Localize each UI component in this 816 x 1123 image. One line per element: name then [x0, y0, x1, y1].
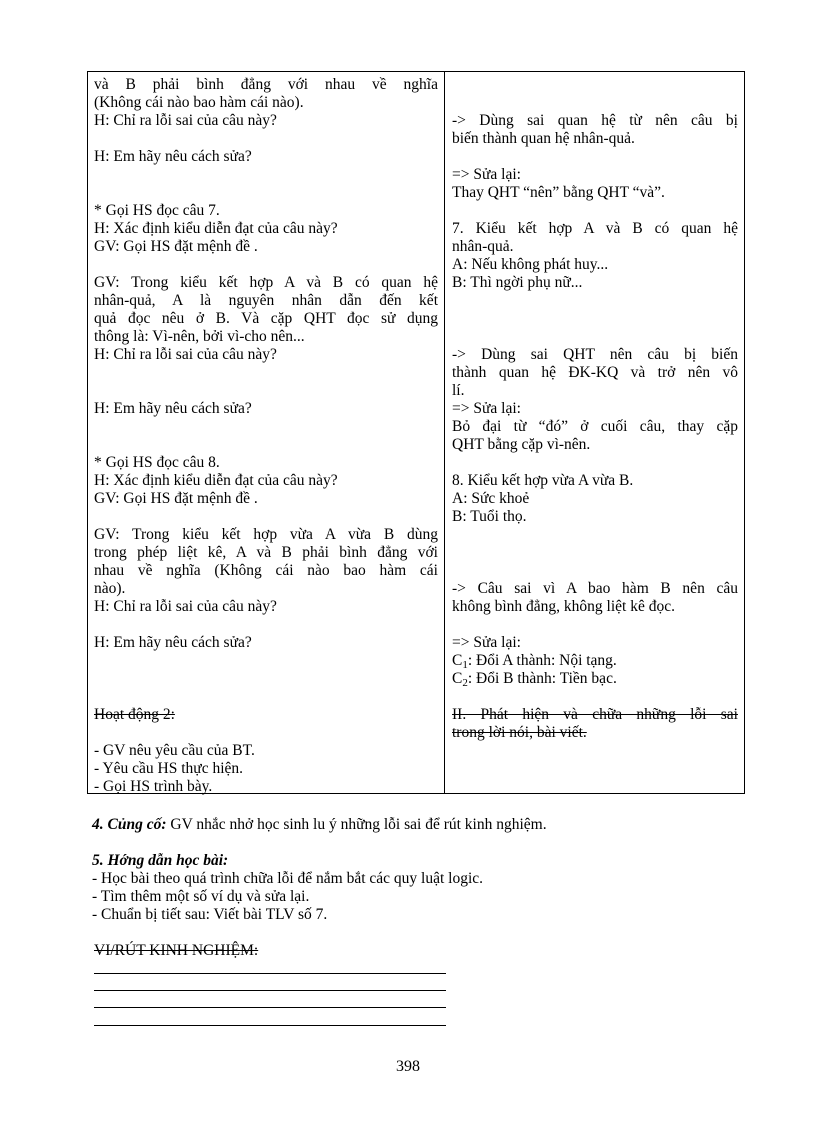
text-line: => Sửa lại: — [452, 166, 521, 183]
text-line: => Sửa lại: — [452, 400, 521, 417]
notes-line — [94, 1025, 446, 1026]
text-line: QHT bằng cặp vì-nên. — [452, 436, 591, 453]
huongdan-heading: 5. Hớng dẫn học bài: — [92, 852, 229, 869]
notes-line — [94, 990, 446, 991]
text-line: => Sửa lại: — [452, 634, 521, 651]
text-line: H: Em hãy nêu cách sửa? — [94, 400, 252, 417]
text-line: A: Sức khoẻ — [452, 490, 530, 507]
text-line: -> Dùng sai QHT nên câu bị biến — [452, 346, 738, 363]
text-line: H: Chỉ ra lỗi sai của câu này? — [94, 112, 277, 129]
text-line: A: Nếu không phát huy... — [452, 256, 609, 273]
cungco-text: GV nhắc nhở học sinh lu ý những lỗi sai để rút kinh nghiệm. — [166, 816, 547, 833]
text-line: GV: Gọi HS đặt mệnh đề . — [94, 238, 258, 255]
text-line: H: Em hãy nêu cách sửa? — [94, 634, 252, 651]
text-line: H: Chỉ ra lỗi sai của câu này? — [94, 346, 277, 363]
text-line: 8. Kiểu kết hợp vừa A vừa B. — [452, 472, 634, 489]
huongdan-item: - Chuẩn bị tiết sau: Viết bài TLV số 7. — [92, 906, 328, 923]
text-line: trong phép liệt kê, A và B phải bình đẳng với — [94, 544, 438, 561]
text-line: nhân-quả, A là nguyên nhân dẫn đến kết — [94, 292, 438, 309]
text-line: B: Tuổi thọ. — [452, 508, 527, 525]
text-line: H: Xác định kiểu diễn đạt của câu này? — [94, 472, 338, 489]
notes-line — [94, 1007, 446, 1008]
text-line: nào). — [94, 580, 126, 597]
text-line: thành quan hệ ĐK-KQ và trở nên vô — [452, 364, 738, 381]
text-line: - Yêu cầu HS thực hiện. — [94, 760, 244, 777]
column-divider — [444, 72, 445, 793]
text-line: trong lời nói, bài viết. — [452, 724, 587, 741]
text-line: thông là: Vì-nên, bởi vì-cho nên... — [94, 328, 305, 345]
text-line: lí. — [452, 382, 465, 399]
text-line: biến thành quan hệ nhân-quả. — [452, 130, 635, 147]
cungco-label: 4. Củng cố: — [92, 816, 167, 833]
text-line: nhau về nghĩa (Không cái nào bao hàm cái — [94, 562, 438, 579]
text-line: H: Em hãy nêu cách sửa? — [94, 148, 252, 165]
text-line: II. Phát hiện và chữa những lỗi sai — [452, 706, 738, 723]
text-line: * Gọi HS đọc câu 8. — [94, 454, 220, 471]
text-line: $C_1$: Đổi A thành: Nội tạng. — [452, 652, 617, 671]
text-line: GV: Trong kiểu kết hợp A và B có quan hệ — [94, 274, 438, 291]
notes-line — [94, 973, 446, 974]
text-line: Thay QHT “nên” bằng QHT “và”. — [452, 184, 665, 201]
text-line: quả đọc nêu ở B. Và cặp QHT đọc sử dụng — [94, 310, 438, 327]
lesson-table — [87, 71, 745, 794]
text-line: H: Xác định kiểu diễn đạt của câu này? — [94, 220, 338, 237]
huongdan-item: - Tìm thêm một số ví dụ và sửa lại. — [92, 888, 310, 905]
text-line: (Không cái nào bao hàm cái nào). — [94, 94, 304, 111]
rutkinh-heading: VI/RÚT KINH NGHIỆM: — [94, 942, 259, 959]
text-line: B: Thì ngời phụ nữ... — [452, 274, 583, 291]
text-line: nhân-quả. — [452, 238, 514, 255]
text-line: - GV nêu yêu cầu của BT. — [94, 742, 255, 759]
text-line: GV: Gọi HS đặt mệnh đề . — [94, 490, 258, 507]
huongdan-item: - Học bài theo quá trình chữa lỗi để nắm bắt các quy luật logic. — [92, 870, 484, 887]
text-line: và B phải bình đẳng với nhau về nghĩa — [94, 76, 438, 93]
text-line: GV: Trong kiểu kết hợp vừa A vừa B dùng — [94, 526, 438, 543]
text-line: -> Dùng sai quan hệ từ nên câu bị — [452, 112, 738, 129]
text-line: Bỏ đại từ “đó” ở cuối câu, thay cặp — [452, 418, 738, 435]
text-line: 7. Kiểu kết hợp A và B có quan hệ — [452, 220, 738, 237]
text-line: $C_2$: Đổi B thành: Tiền bạc. — [452, 670, 617, 689]
page-number: 398 — [396, 1058, 420, 1075]
text-line: Hoạt động 2: — [94, 706, 175, 723]
text-line: -> Câu sai vì A bao hàm B nên câu — [452, 580, 738, 597]
text-line: không bình đẳng, không liệt kê đọc. — [452, 598, 675, 615]
cungco-paragraph — [92, 816, 547, 834]
text-line: * Gọi HS đọc câu 7. — [94, 202, 220, 219]
text-line: H: Chỉ ra lỗi sai của câu này? — [94, 598, 277, 615]
text-line: - Gọi HS trình bày. — [94, 778, 213, 795]
